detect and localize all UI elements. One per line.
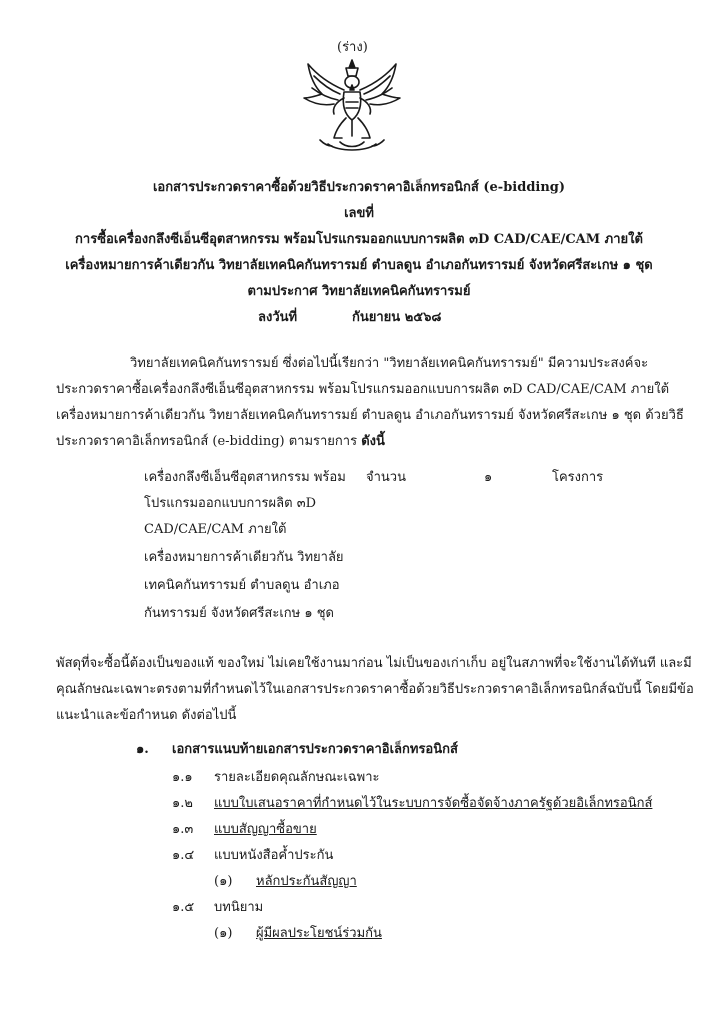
section1-title: เอกสารแนบท้ายเอกสารประกวดราคาอิเล็กทรอนิกส์ [172, 742, 458, 757]
sub-item-number: ๑.๔ [172, 848, 195, 863]
document-title: เอกสารประกวดราคาซื้อด้วยวิธีประกวดราคาอิเล็กทรอนิกส์ (e-bidding) [152, 180, 566, 195]
item-line2: โปรแกรมออกแบบการผลิต ๓D [144, 496, 317, 511]
conditions-line2: คุณลักษณะเฉพาะตรงตามที่กำหนดไว้ในเอกสารประกวดราคาซื้อด้วยวิธีประกวดราคาอิเล็กทรอนิกส์ฉบับนี้ โดยมีข้อ [56, 682, 694, 697]
document-number: เลขที่ [344, 206, 374, 221]
item-line5: เทคนิคกันทรารมย์ ตำบลดูน อำเภอ [144, 578, 340, 593]
item-line1: เครื่องกลึงซีเอ็นซีอุตสาหกรรม พร้อม [144, 470, 346, 485]
contract-guarantee-link[interactable]: หลักประกันสัญญา [256, 874, 357, 889]
sub-sub-item-number: (๑) [214, 874, 233, 889]
quantity-label: จำนวน [366, 470, 406, 485]
sub-item-number: ๑.๕ [172, 900, 195, 915]
sub-item-number: ๑.๒ [172, 796, 193, 811]
section1-number: ๑. [136, 742, 149, 757]
intro-line1: วิทยาลัยเทคนิคกันทรารมย์ ซึ่งต่อไปนี้เรียกว่า "วิทยาลัยเทคนิคกันทรารมย์" มีความประสงค์จะ [130, 356, 649, 371]
sales-contract-link[interactable]: แบบสัญญาซื้อขาย [214, 822, 317, 837]
item-line4: เครื่องหมายการค้าเดียวกัน วิทยาลัย [144, 550, 344, 565]
conditions-line1: พัสดุที่จะซื้อนี้ต้องเป็นของแท้ ของใหม่ ไม่เคยใช้งานมาก่อน ไม่เป็นของเก่าเก็บ อยู่ในสภาพที่จะใช้งานได้ทันที และมี [56, 656, 692, 671]
conditions-line3: แนะนำและข้อกำหนด ดังต่อไปนี้ [56, 708, 237, 723]
date-value: กันยายน ๒๕๖๘ [352, 310, 442, 325]
date-label: ลงวันที่ [258, 310, 298, 325]
item-line6: กันทรารมย์ จังหวัดศรีสะเกษ ๑ ชุด [144, 606, 335, 621]
document-subject-line1: การซื้อเครื่องกลึงซีเอ็นซีอุตสาหกรรม พร้อมโปรแกรมออกแบบการผลิต ๓D CAD/CAE/CAM ภายใต้ [75, 232, 643, 247]
item-line3: CAD/CAE/CAM ภายใต้ [144, 522, 287, 537]
quantity-value: ๑ [484, 470, 493, 485]
intro-line2: ประกวดราคาซื้อเครื่องกลึงซีเอ็นซีอุตสาหกรรม พร้อมโปรแกรมออกแบบการผลิต ๓D CAD/CAE/CAM ภายใต้ [56, 382, 670, 397]
quantity-unit: โครงการ [552, 470, 604, 485]
sub-item-label: แบบหนังสือค้ำประกัน [214, 848, 334, 863]
intro-line4 [56, 430, 385, 451]
intro-line4-bold: ดังนี้ [361, 434, 385, 449]
draft-label: (ร่าง) [337, 40, 368, 55]
announcement-reference: ตามประกาศ วิทยาลัยเทคนิคกันทรารมย์ [247, 284, 471, 299]
joint-interest-link[interactable]: ผู้มีผลประโยชน์ร่วมกัน [256, 926, 382, 941]
sub-item-label: รายละเอียดคุณลักษณะเฉพาะ [214, 770, 380, 785]
intro-line3: เครื่องหมายการค้าเดียวกัน วิทยาลัยเทคนิคกันทรารมย์ ตำบลดูน อำเภอกันทรารมย์ จังหวัดศรีสะเกษ ๑ ชุด ด้วยวิธี [56, 408, 684, 423]
quotation-form-link[interactable]: แบบใบเสนอราคาที่กำหนดไว้ในระบบการจัดซื้อจัดจ้างภาครัฐด้วยอิเล็กทรอนิกส์ [214, 796, 653, 811]
sub-sub-item-number: (๑) [214, 926, 233, 941]
garuda-emblem-icon [300, 58, 404, 154]
sub-item-label: บทนิยาม [214, 900, 264, 915]
sub-item-number: ๑.๓ [172, 822, 194, 837]
document-subject-line2: เครื่องหมายการค้าเดียวกัน วิทยาลัยเทคนิคกันทรารมย์ ตำบลดูน อำเภอกันทรารมย์ จังหวัดศรีสะเกษ ๑ ชุด [65, 258, 653, 273]
intro-line4-text: ประกวดราคาอิเล็กทรอนิกส์ (e-bidding) ตามรายการ [56, 434, 358, 449]
sub-item-number: ๑.๑ [172, 770, 193, 785]
